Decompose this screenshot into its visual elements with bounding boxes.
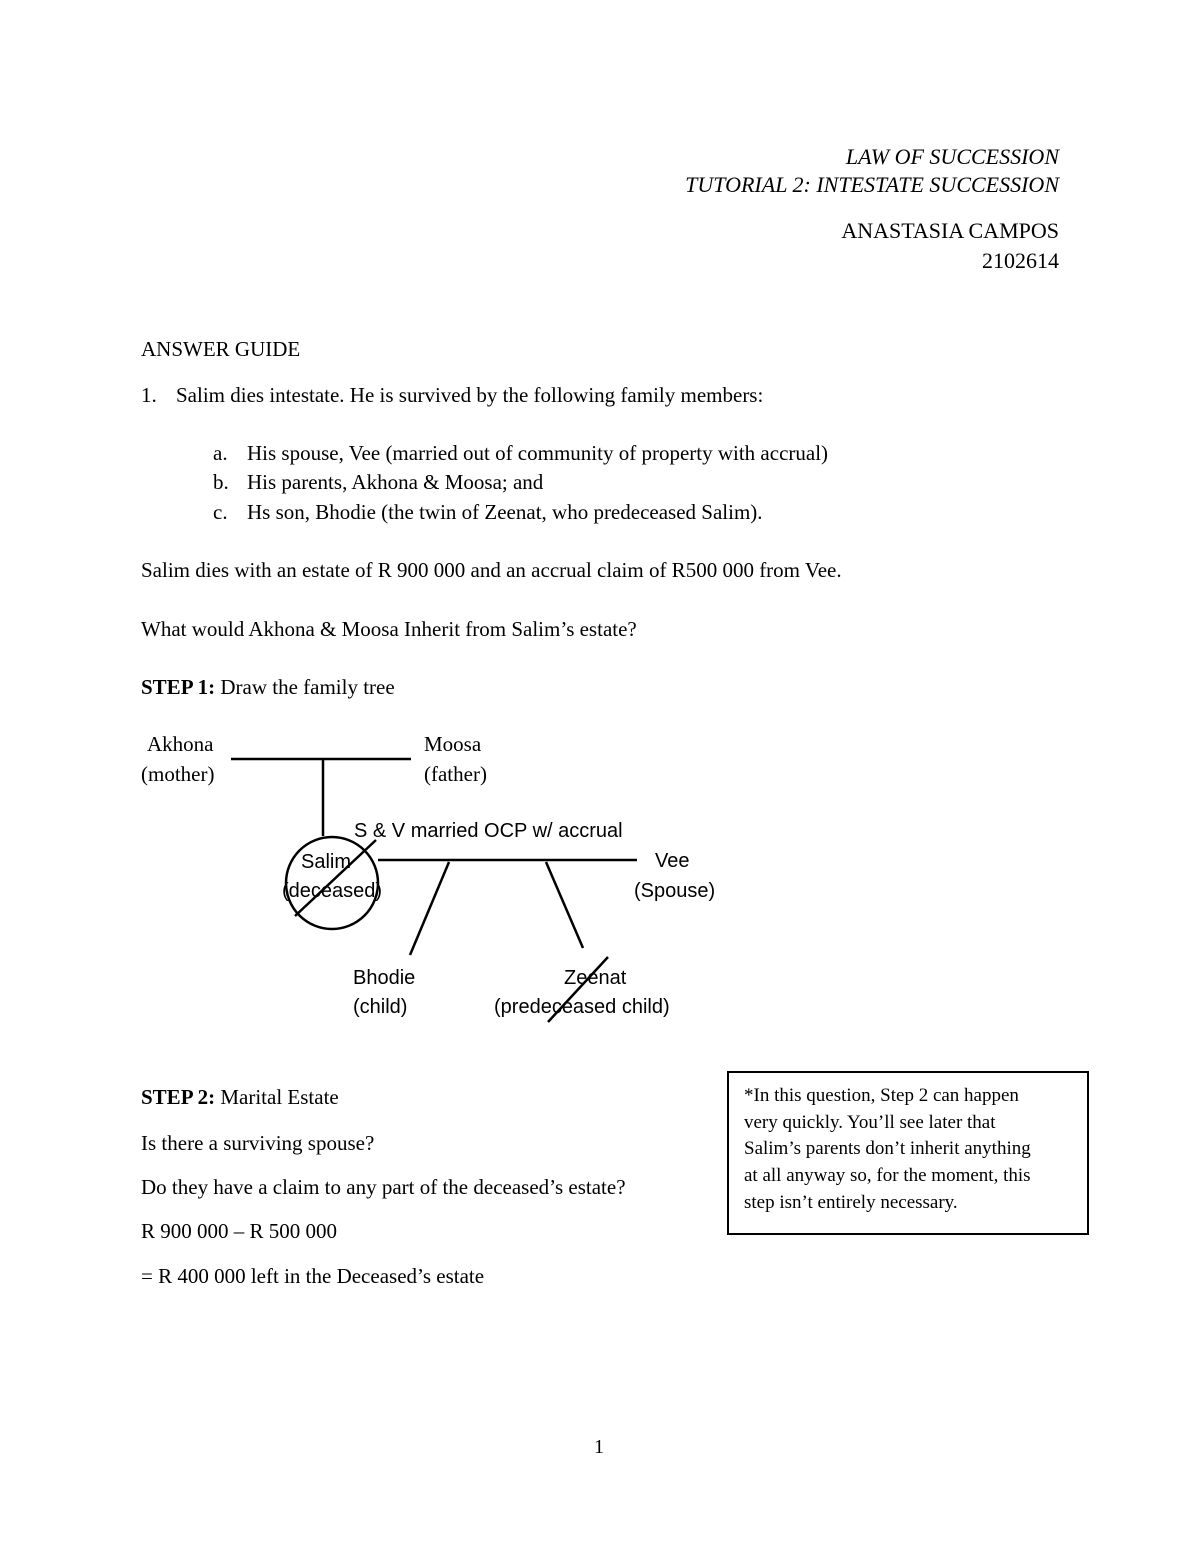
step2-calculation: R 900 000 – R 500 000 [141, 1219, 338, 1243]
note-line: *In this question, Step 2 can happen [744, 1085, 1019, 1106]
note-line: at all anyway so, for the moment, this [744, 1165, 1031, 1186]
note-line: very quickly. You’ll see later that [744, 1112, 996, 1133]
step2-question-claim: Do they have a claim to any part of the deceased’s estate? [141, 1175, 626, 1199]
child2-line [546, 862, 583, 948]
father-role: (father) [424, 762, 487, 786]
tutorial-title: TUTORIAL 2: INTESTATE SUCCESSION [685, 172, 1059, 197]
survivor-marker-b: b. [213, 470, 229, 494]
step2-text: Marital Estate [215, 1085, 339, 1109]
deceased-name: Salim [301, 851, 352, 873]
note-box [727, 1071, 1089, 1235]
note-line: Salim’s parents don’t inherit anything [744, 1138, 1031, 1159]
question-prompt: What would Akhona & Moosa Inherit from Salim’s estate? [141, 617, 637, 641]
survivor-item-son: Hs son, Bhodie (the twin of Zeenat, who predeceased Salim). [247, 500, 763, 524]
answer-guide-title: ANSWER GUIDE [141, 337, 301, 361]
course-title: LAW OF SUCCESSION [845, 144, 1059, 169]
survivor-item-spouse: His spouse, Vee (married out of community of property with accrual) [247, 441, 829, 465]
survivor-item-parents: His parents, Akhona & Moosa; and [247, 470, 544, 494]
survivor-marker-a: a. [213, 441, 228, 465]
step2-label: STEP 2: [141, 1085, 216, 1109]
spouse-role: (Spouse) [634, 880, 716, 902]
step1-text: Draw the family tree [215, 675, 395, 699]
note-line: step isn’t entirely necessary. [744, 1192, 958, 1213]
estate-statement: Salim dies with an estate of R 900 000 and an accrual claim of R500 000 from Vee. [141, 558, 842, 582]
mother-role: (mother) [141, 762, 215, 786]
child1-role: (child) [353, 996, 408, 1018]
question-number: 1. [141, 383, 157, 407]
step2-question-spouse: Is there a surviving spouse? [141, 1131, 375, 1155]
marriage-note: S & V married OCP w/ accrual [354, 820, 623, 842]
student-name: ANASTASIA CAMPOS [841, 218, 1059, 243]
step1-label: STEP 1: [141, 675, 216, 699]
question-text: Salim dies intestate. He is survived by the following family members: [176, 383, 764, 407]
child1-name: Bhodie [353, 967, 416, 989]
step2-result: = R 400 000 left in the Deceased’s estate [141, 1264, 485, 1288]
father-name: Moosa [424, 732, 482, 756]
spouse-name: Vee [655, 850, 690, 872]
child2-role: (predeceased child) [494, 996, 670, 1018]
mother-name: Akhona [147, 732, 214, 756]
child1-line [410, 862, 449, 955]
survivor-marker-c: c. [213, 500, 228, 524]
child2-name: Zeenat [564, 967, 627, 989]
page-number: 1 [594, 1436, 604, 1458]
step2-heading [141, 1087, 339, 1108]
student-number: 2102614 [982, 248, 1059, 273]
deceased-role: (deceased) [282, 880, 383, 902]
